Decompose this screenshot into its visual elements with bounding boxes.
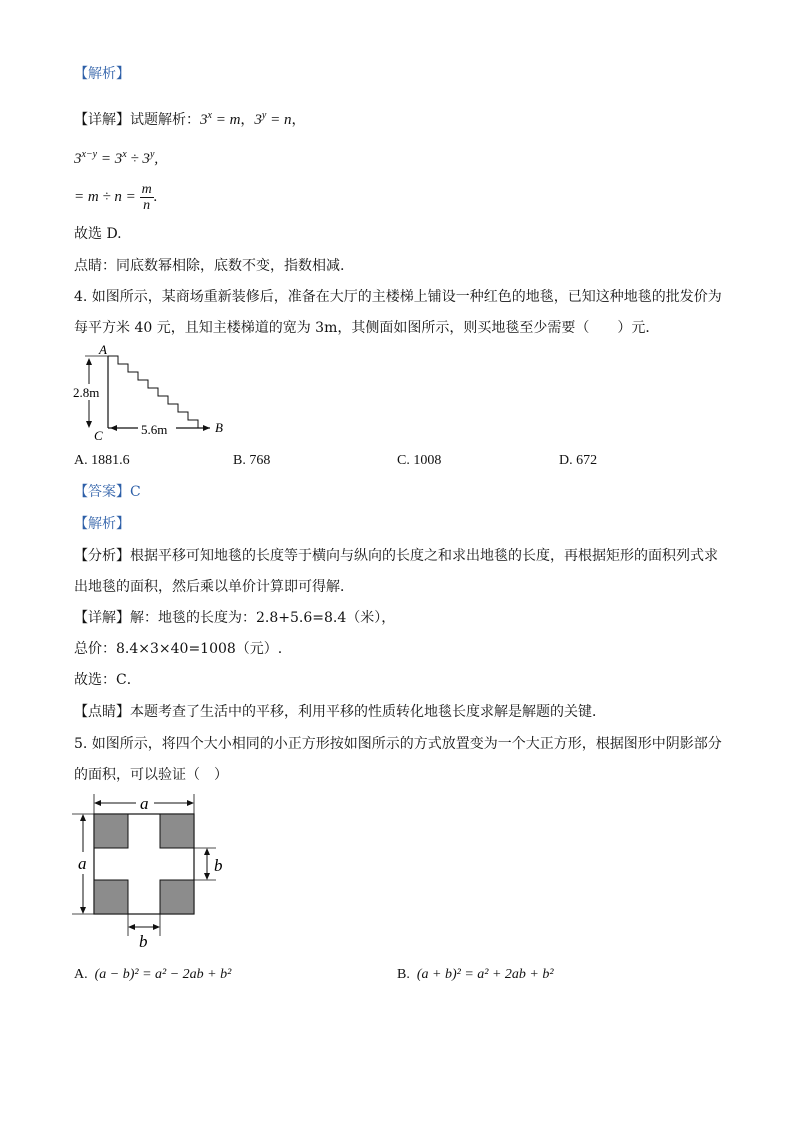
label-a: A <box>99 342 107 357</box>
staircase-figure <box>70 342 240 444</box>
q4-option-c: C. 1008 <box>397 453 442 468</box>
label-a-top: a <box>140 794 149 813</box>
q5-stem-line2: 的面积，可以验证（ ） <box>74 767 228 783</box>
q4-answer: 【答案】C <box>74 484 141 500</box>
q4-jiexi: 【解析】 <box>74 516 130 532</box>
label-b: B <box>215 420 223 435</box>
q3-dianjing: 点睛：同底数幂相除，底数不变，指数相减. <box>74 258 345 274</box>
q4-stem-line1: 4. 如图所示，某商场重新装修后，准备在大厅的主楼梯上铺设一种红色的地毯，已知这种地毯的批发价为 <box>74 289 722 305</box>
xiangjie-text: 试题解析： <box>130 112 200 128</box>
q4-choose: 故选：C． <box>74 672 141 688</box>
xiangjie-q3: 【详解】试题解析：$3^x = m$，$3^y = n$， <box>74 110 306 128</box>
width-label: 5.6m <box>141 422 168 437</box>
q4-total: 总价：8.4×3×40=1008（元）. <box>74 641 283 657</box>
height-label: 2.8m <box>73 385 100 400</box>
given-3y: $3^y = n$ <box>254 110 292 128</box>
q3-choose: 故选 D. <box>74 226 122 242</box>
q5-option-b: B. (a + b)² = a² + 2ab + b² <box>397 967 554 982</box>
q4-option-d: D. 672 <box>559 453 598 468</box>
label-b-bottom: b <box>139 932 148 950</box>
fraction-m-over-n: $\frac{m}{n}$ <box>141 182 152 214</box>
label-c: C <box>94 428 103 443</box>
given-3x: $3^x = m$ <box>200 110 241 128</box>
q5-stem-line1: 5. 如图所示，将四个大小相同的小正方形按如图所示的方式放置变为一个大正方形，根据图形中阴影部分 <box>74 736 722 752</box>
jiexi-tag-q3: 【解析】 <box>74 66 130 82</box>
q4-option-b: B. 768 <box>233 453 271 468</box>
label-b-right: b <box>214 856 223 875</box>
q4-fenxi-line2: 出地毯的面积，然后乘以单价计算即可得解． <box>74 579 354 595</box>
q4-xiangjie: 【详解】解：地毯的长度为：2.8+5.6=8.4（米）， <box>74 610 396 626</box>
label-a-left: a <box>78 854 87 873</box>
q3-step1: $3^{x-y} = 3^x \div 3^y$, <box>74 149 159 167</box>
q3-step2: = m ÷ n = $\frac{m}{n}$ . <box>74 182 158 214</box>
q5-option-a: A. (a − b)² = a² − 2ab + b² <box>74 967 232 982</box>
q4-fenxi-line1: 【分析】根据平移可知地毯的长度等于横向与纵向的长度之和求出地毯的长度，再根据矩形的面积列式求 <box>74 548 718 564</box>
q4-option-a: A. 1881.6 <box>74 453 130 468</box>
square-figure <box>70 790 230 950</box>
xiangjie-tag: 【详解】 <box>74 112 130 128</box>
q4-stem-line2: 每平方米 40 元，且知主楼梯道的宽为 3m，其侧面如图所示，则买地毯至少需要（ ）元． <box>74 320 660 336</box>
q4-dianjing: 【点睛】本题考查了生活中的平移，利用平移的性质转化地毯长度求解是解题的关键． <box>74 704 606 720</box>
